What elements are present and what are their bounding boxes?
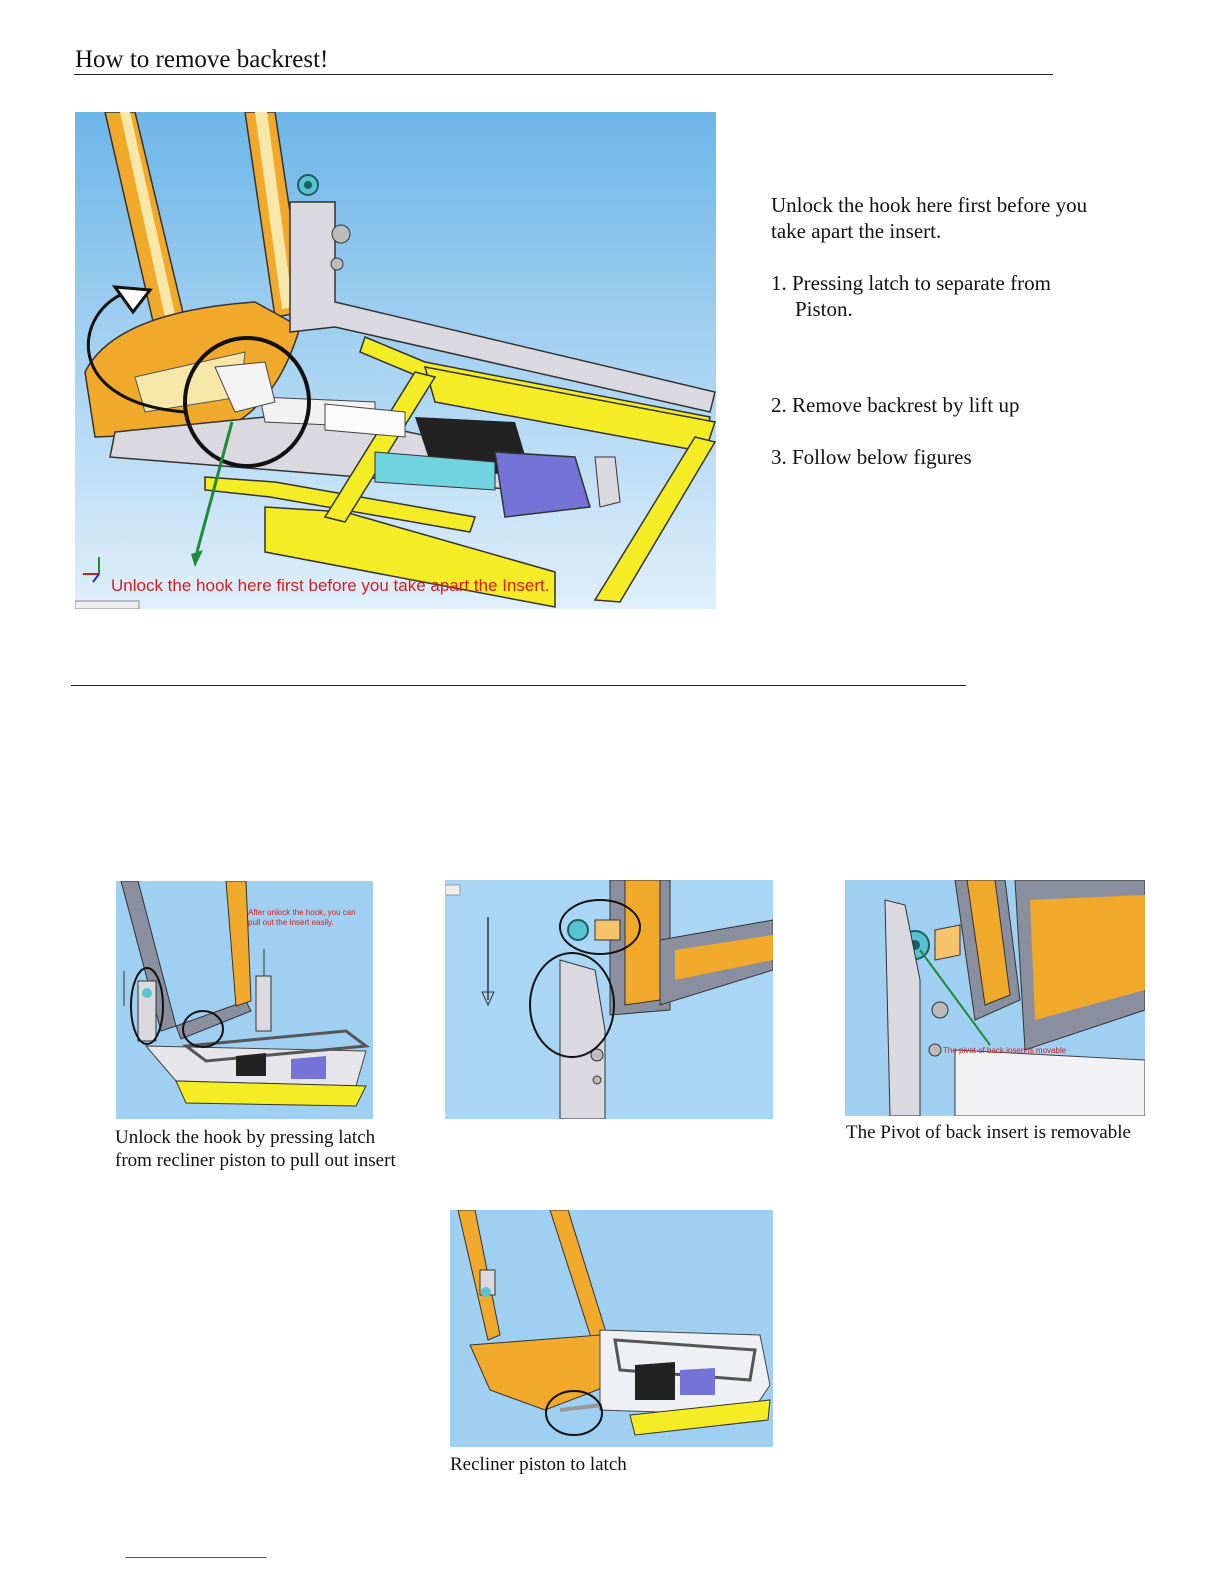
figure-1-unlock-hook: [116, 881, 373, 1119]
figure-1-caption-line-2: from recliner piston to pull out insert: [115, 1150, 396, 1171]
figure-1-overlay-line-2: pull out the Insert easily.: [248, 918, 334, 927]
step-2: 2. Remove backrest by lift up: [771, 393, 1020, 417]
figure-1-overlay-line-1: After unlock the hook, you can: [248, 908, 356, 917]
main-cad-figure: [75, 112, 716, 609]
figure-2-pivot-closeup: [445, 880, 773, 1119]
footer-link-line: [125, 1557, 267, 1558]
figure-3-overlay-text: The pivot of back insert is movable: [943, 1046, 1067, 1055]
step-1-line-2: Piston.: [795, 297, 853, 321]
step-3: 3. Follow below figures: [771, 445, 972, 469]
page-title: How to remove backrest!: [75, 46, 329, 73]
figure-1-caption-line-1: Unlock the hook by pressing latch: [115, 1127, 376, 1148]
figure-3-caption: The Pivot of back insert is removable: [846, 1122, 1131, 1143]
figure-4-recliner-piston: [450, 1210, 773, 1447]
figure-4-caption: Recliner piston to latch: [450, 1454, 627, 1475]
title-underline: [74, 74, 1053, 75]
figure-3-pivot-removable: [845, 880, 1145, 1116]
instructions-panel: [771, 192, 1151, 470]
figure-1-caption: [115, 1126, 425, 1172]
section-divider: [71, 685, 966, 686]
main-figure-overlay-text: Unlock the hook here first before you take apart the Insert.: [111, 576, 550, 595]
intro-line-2: take apart the insert.: [771, 219, 942, 243]
step-1-line-1: 1. Pressing latch to separate from: [771, 271, 1051, 295]
intro-line-1: Unlock the hook here first before you: [771, 193, 1088, 217]
